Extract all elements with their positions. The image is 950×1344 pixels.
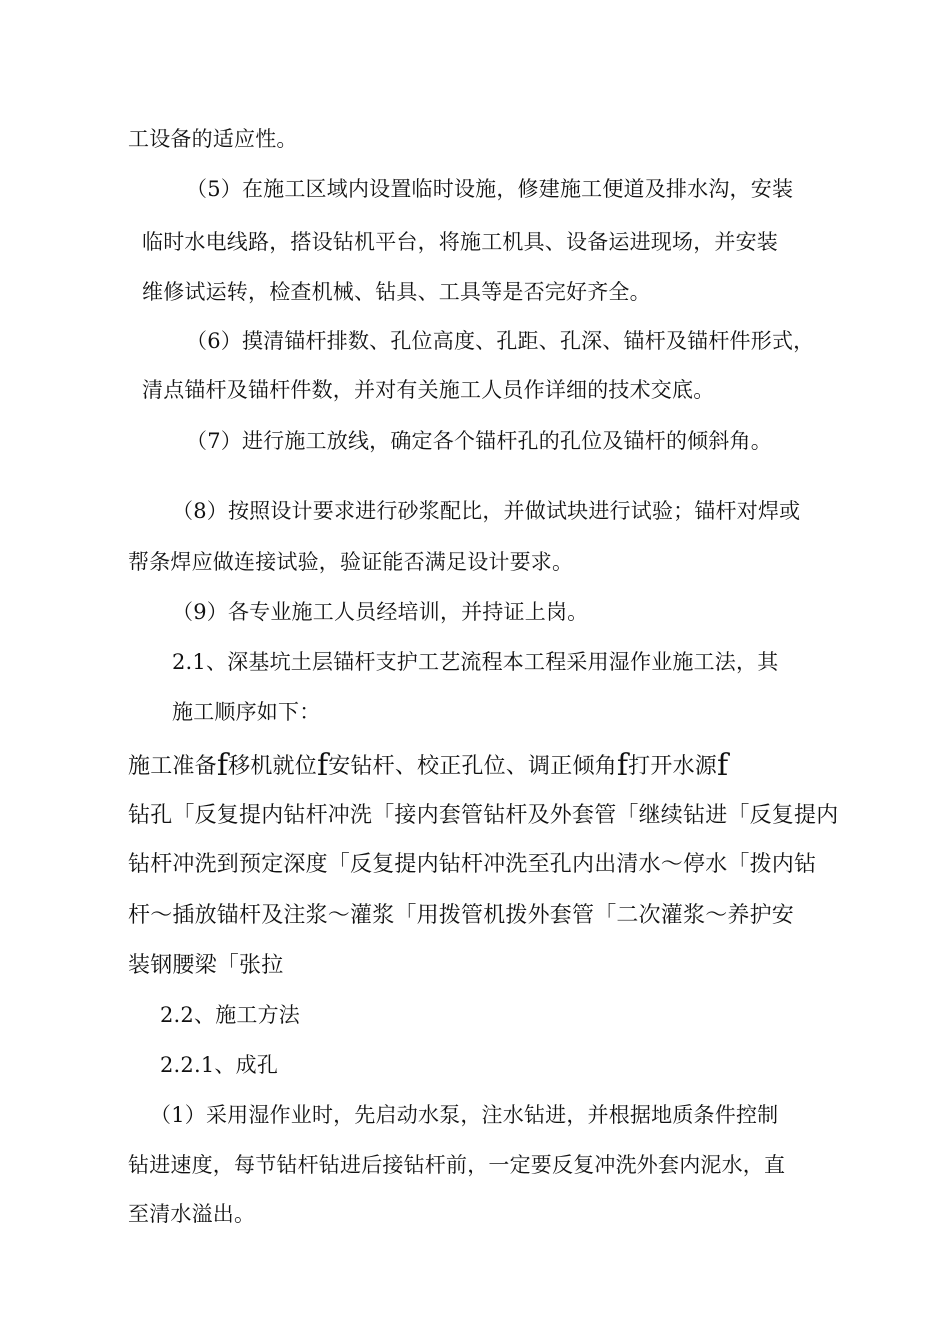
paragraph-line: 钻进速度，每节钻杆钻进后接钻杆前，一定要反复冲洗外套内泥水，直 [128, 1153, 786, 1177]
paragraph-line: 施工顺序如下： [172, 700, 321, 724]
section-heading: 2.2、施工方法 [160, 1003, 300, 1027]
paragraph-line: （8）按照设计要求进行砂浆配比，并做试块进行试验；锚杆对焊或 [172, 499, 801, 523]
process-flow-line: 装钢腰梁「张拉 [128, 953, 284, 978]
flow-step: 施工准备 [128, 754, 217, 779]
flow-arrow-glyph: f [716, 748, 729, 783]
flow-step: 安钻杆、校正孔位、调正倾角 [328, 754, 617, 779]
paragraph-line: （9）各专业施工人员经培训，并持证上岗。 [172, 600, 589, 624]
section-heading: 2.2.1、成孔 [160, 1053, 279, 1077]
section-heading: 2.1、深基坑土层锚杆支护工艺流程本工程采用湿作业施工法，其 [172, 650, 779, 674]
paragraph-line: （6）摸清锚杆排数、孔位高度、孔距、孔深、锚杆及锚杆件形式， [186, 329, 815, 353]
process-flow-line: 钻孔「反复提内钻杆冲洗「接内套管钻杆及外套管「继续钻进「反复提内 [128, 803, 839, 828]
paragraph-line: （1）采用湿作业时，先启动水泵，注水钻进，并根据地质条件控制 [150, 1103, 779, 1127]
paragraph-line: 清点锚杆及锚杆件数，并对有关施工人员作详细的技术交底。 [142, 378, 715, 402]
paragraph-line: 至清水溢出。 [128, 1202, 256, 1226]
flow-arrow-glyph: f [216, 748, 229, 783]
paragraph-line: 帮条焊应做连接试验，验证能否满足设计要求。 [128, 550, 574, 574]
flow-arrow-glyph: f [616, 748, 629, 783]
process-flow-line [128, 748, 729, 783]
flow-step: 移机就位 [228, 754, 317, 779]
paragraph-line: （7）进行施工放线，确定各个锚杆孔的孔位及锚杆的倾斜角。 [186, 429, 772, 453]
paragraph-line: 维修试运转，检查机械、钻具、工具等是否完好齐全。 [142, 280, 651, 304]
process-flow-line: 钻杆冲洗到预定深度「反复提内钻杆冲洗至孔内出清水〜停水「拨内钻 [128, 852, 817, 877]
flow-step: 打开水源 [628, 754, 717, 779]
flow-arrow-glyph: f [316, 748, 329, 783]
paragraph-line: （5）在施工区域内设置临时设施，修建施工便道及排水沟，安装 [186, 177, 794, 201]
paragraph-line: 工设备的适应性。 [128, 127, 298, 151]
process-flow-line: 杆〜插放锚杆及注浆〜灌浆「用拨管机拨外套管「二次灌浆〜养护安 [128, 903, 795, 928]
paragraph-line: 临时水电线路，搭设钻机平台，将施工机具、设备运进现场，并安装 [142, 230, 778, 254]
